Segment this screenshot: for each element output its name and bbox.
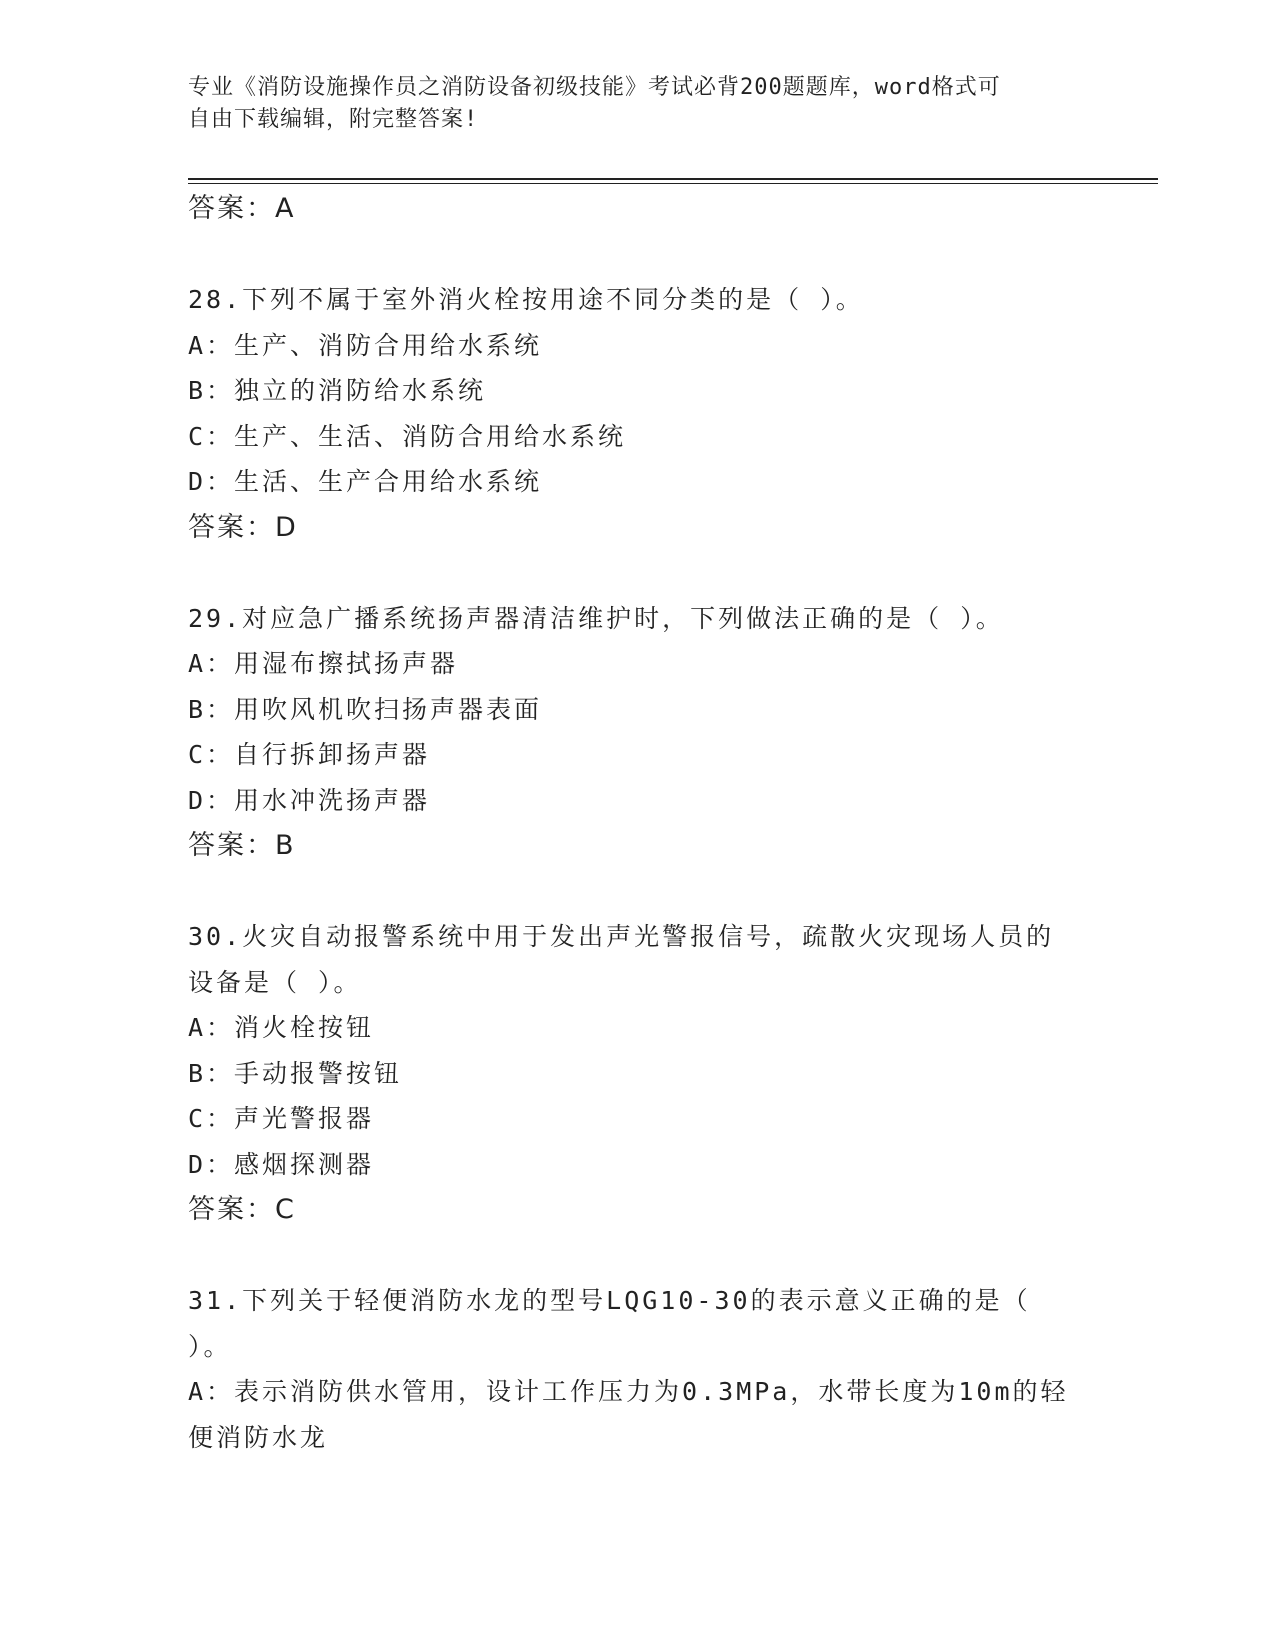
question-content — [188, 186, 1088, 1460]
spacer — [188, 232, 1088, 278]
question-stem-continued: 设备是（ ）。 — [188, 967, 362, 997]
option-d: D：用水冲洗扬声器 — [188, 785, 431, 815]
option-a: A：消火栓按钮 — [188, 1013, 375, 1042]
option-a: A：生产、消防合用给水系统 — [188, 330, 543, 360]
spacer — [188, 869, 1088, 915]
question-block-28 — [188, 277, 1088, 550]
document-header — [188, 72, 1088, 136]
header-divider-thick — [188, 178, 1158, 180]
header-line-2: 自由下载编辑，附完整答案! — [188, 107, 479, 132]
option-d: D：感烟探测器 — [188, 1149, 375, 1179]
answer-line: 答案：C — [188, 1194, 296, 1225]
spacer — [188, 550, 1088, 596]
option-b: B：手动报警按钮 — [188, 1058, 403, 1088]
question-stem-continued: ）。 — [188, 1331, 232, 1361]
question-stem: 31.下列关于轻便消防水龙的型号LQG10-30的表示意义正确的是（ — [188, 1286, 1031, 1315]
header-divider-thin — [188, 183, 1158, 184]
spacer — [188, 1233, 1088, 1279]
question-block-31 — [188, 1278, 1088, 1460]
question-stem: 28.下列不属于室外消火栓按用途不同分类的是（ ）。 — [188, 285, 864, 314]
option-d: D：生活、生产合用给水系统 — [188, 467, 543, 496]
header-line-1: 专业《消防设施操作员之消防设备初级技能》考试必背200题题库，word格式可 — [188, 75, 1001, 100]
option-c: C：生产、生活、消防合用给水系统 — [188, 421, 627, 451]
question-block-29 — [188, 596, 1088, 869]
answer-line: 答案：B — [188, 830, 296, 861]
answer-line: 答案：D — [188, 511, 298, 543]
option-a: A：用湿布擦拭扬声器 — [188, 649, 459, 678]
question-stem: 29.对应急广播系统扬声器清洁维护时，下列做法正确的是（ ）。 — [188, 603, 1004, 633]
option-a-continued: 便消防水龙 — [188, 1422, 329, 1452]
question-stem: 30.火灾自动报警系统中用于发出声光警报信号，疏散火灾现场人员的 — [188, 922, 1055, 951]
answer-line: 答案：A — [188, 193, 296, 224]
question-block-30 — [188, 914, 1088, 1233]
option-a: A：表示消防供水管用，设计工作压力为0.3MPa，水带长度为10m的轻 — [188, 1377, 1069, 1406]
option-b: B：独立的消防给水系统 — [188, 376, 487, 405]
option-b: B：用吹风机吹扫扬声器表面 — [188, 694, 543, 724]
option-c: C：声光警报器 — [188, 1104, 375, 1133]
option-c: C：自行拆卸扬声器 — [188, 740, 431, 769]
